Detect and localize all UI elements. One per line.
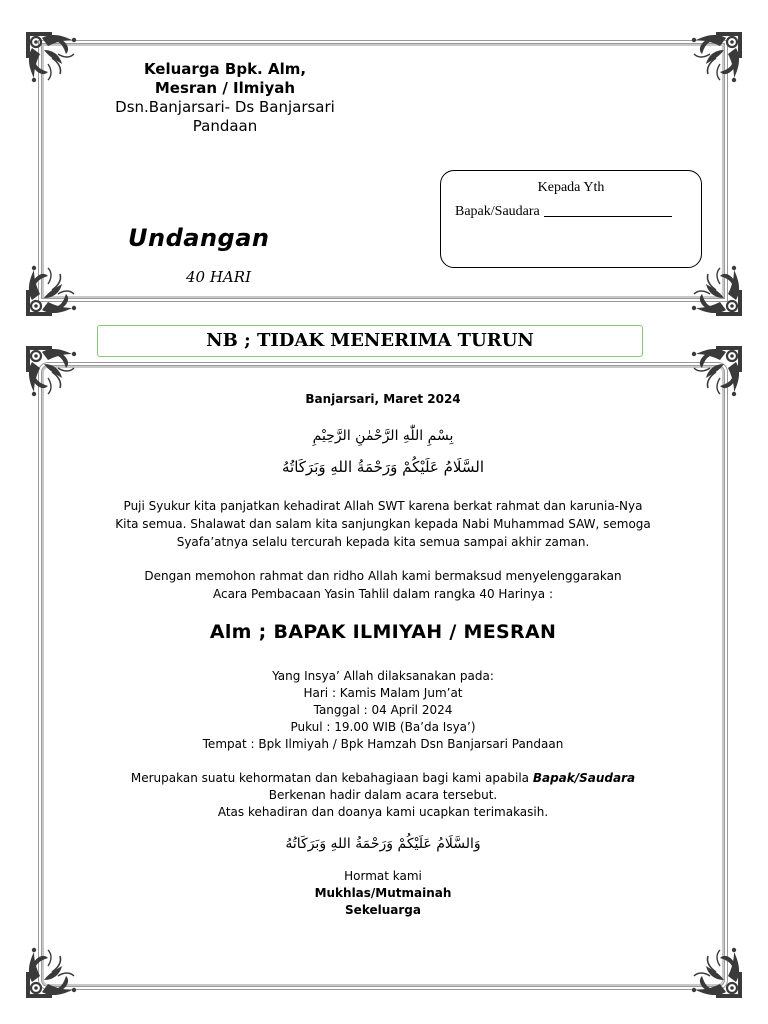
event-detail-date: Tanggal : 04 April 2024 — [313, 703, 453, 717]
corner-ornament-icon — [22, 940, 84, 1002]
recipient-label: Bapak/Saudara — [455, 204, 540, 219]
paragraph-2-line: Acara Pembacaan Yasin Tahlil dalam rangka 40 Harinya : — [212, 587, 553, 601]
sender-name-line1: Keluarga Bpk. Alm, — [143, 60, 307, 78]
paragraph-1-line: Kita semua. Shalawat dan salam kita sanjungkan kepada Nabi Muhammad SAW, semoga — [115, 517, 651, 531]
envelope-title: Undangan — [128, 224, 270, 252]
sender-block — [80, 60, 370, 136]
signatory-name: Mukhlas/Mutmainah — [314, 886, 452, 900]
deceased-name: Alm ; BAPAK ILMIYAH / MESRAN — [209, 621, 557, 643]
corner-ornament-icon — [22, 258, 84, 320]
closing-line-3: Atas kehadiran dan doanya kami ucapkan terimakasih. — [217, 805, 549, 819]
event-detail-time: Pukul : 19.00 WIB (Ba’da Isya’) — [290, 720, 476, 734]
corner-ornament-icon — [22, 28, 84, 90]
salam-closing-text: وَالسَّلَامُ عَلَيْكُمْ وَرَحْمَةُ اللهِ وَبَرَكَاتُهُ — [285, 836, 481, 852]
paragraph-1-line: Puji Syukur kita panjatkan kehadirat Allah SWT karena berkat rahmat dan karunia-Nya — [123, 499, 643, 513]
basmalah-text: بِسْمِ اللّٰهِ الرَّحْمٰنِ الرَّحِيْمِ — [312, 428, 454, 444]
sender-name-line2: Mesran / Ilmiyah — [154, 79, 296, 97]
signatory-family: Sekeluarga — [345, 903, 421, 917]
closing-line-1-emphasis: Bapak/Saudara — [532, 771, 636, 785]
recipient-box — [440, 170, 702, 268]
recipient-blank-line — [544, 216, 672, 217]
recipient-row — [455, 204, 672, 220]
sender-address-line2: Pandaan — [192, 117, 258, 135]
closing-line-2: Berkenan hadir dalam acara tersebut. — [268, 788, 498, 802]
corner-ornament-icon — [684, 28, 746, 90]
paragraph-2-line: Dengan memohon rahmat dan ridho Allah kami bermaksud menyelenggarakan — [144, 569, 622, 583]
nb-banner: NB ; TIDAK MENERIMA TURUN — [97, 325, 643, 357]
salam-opening-text: السَّلَامُ عَلَيْكُمْ وَرَحْمَةُ اللهِ وَبَرَكَاتُهُ — [282, 458, 484, 476]
recipient-header: Kepada Yth — [537, 180, 605, 195]
corner-ornament-icon — [684, 940, 746, 1002]
corner-ornament-icon — [684, 258, 746, 320]
sender-address-line1: Dsn.Banjarsari- Ds Banjarsari — [115, 98, 335, 116]
event-detail-day: Hari : Kamis Malam Jum’at — [303, 686, 463, 700]
envelope-subtitle: 40 HARI — [186, 268, 251, 286]
paragraph-1-line: Syafa’atnya selalu tercurah kepada kita semua sampai akhir zaman. — [176, 535, 590, 549]
event-detail-line: Yang Insya’ Allah dilaksanakan pada: — [272, 669, 494, 683]
event-detail-place: Tempat : Bpk Ilmiyah / Bpk Hamzah Dsn Banjarsari Pandaan — [202, 737, 564, 751]
place-date: Banjarsari, Maret 2024 — [305, 392, 461, 406]
regards-text: Hormat kami — [344, 869, 422, 883]
closing-line-1 — [38, 771, 728, 785]
closing-line-1-text: Merupakan suatu kehormatan dan kebahagiaan bagi kami apabila — [130, 771, 533, 785]
